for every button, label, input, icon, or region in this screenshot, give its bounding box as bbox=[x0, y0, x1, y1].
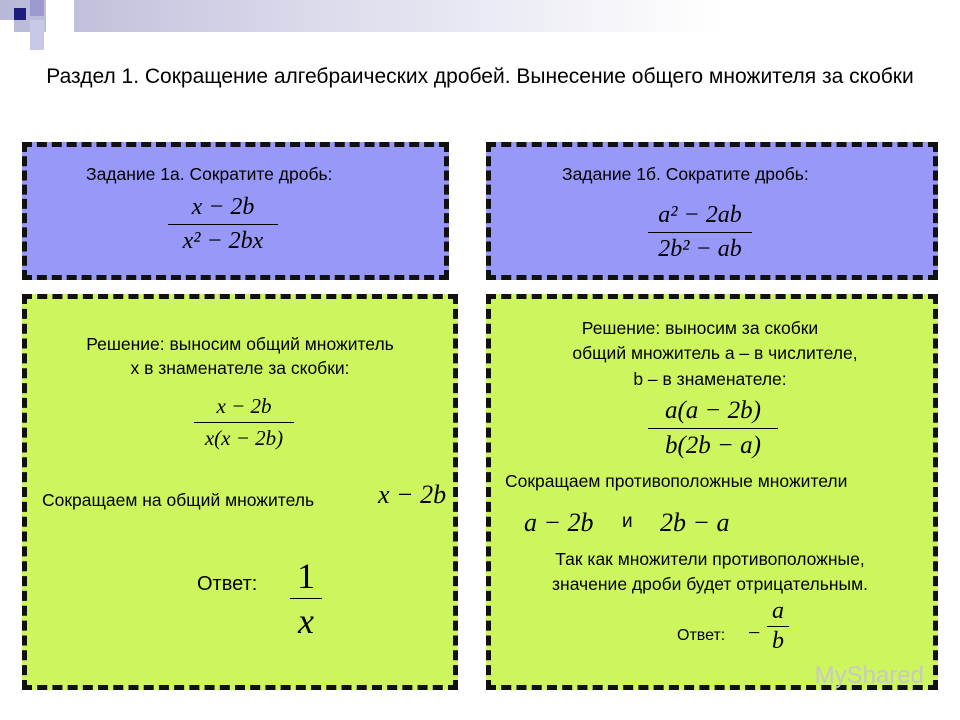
deco-square-white bbox=[46, 0, 74, 32]
solution-b-answer-denominator: b bbox=[772, 628, 784, 654]
task-a-fraction bbox=[168, 194, 278, 255]
solution-b-frac-denominator: b(2b − a) bbox=[664, 432, 762, 459]
solution-b-note-line1: Так как множители противоположные, bbox=[555, 549, 865, 569]
solution-a-answer-fraction bbox=[290, 555, 322, 642]
solution-b-answer-fraction bbox=[767, 598, 789, 655]
deco-square-dark bbox=[14, 8, 26, 20]
header-gradient-bar bbox=[0, 0, 960, 32]
deco-square-mid bbox=[30, 20, 44, 50]
solution-a-reduce-text: Сокращаем на общий множитель bbox=[42, 490, 315, 510]
deco-square-light bbox=[30, 0, 44, 16]
deco-square-light bbox=[0, 20, 14, 34]
solution-b-factor2: 2b − a bbox=[660, 508, 730, 537]
solution-b-answer-numerator: a bbox=[772, 598, 784, 624]
solution-b-line2: общий множитель a – в числителе, bbox=[572, 343, 858, 363]
solution-a-reduce-factor: x − 2b bbox=[378, 480, 447, 509]
solution-a-frac-denominator: x(x − 2b) bbox=[204, 426, 284, 450]
watermark: MyShared bbox=[814, 662, 924, 689]
solution-a-line2: x в знаменателе за скобки: bbox=[130, 358, 350, 378]
task-a-denominator: x² − 2bx bbox=[182, 228, 264, 254]
task-b-numerator: a² − 2ab bbox=[658, 202, 742, 228]
solution-b-fraction bbox=[648, 397, 778, 460]
solution-b-answer-label: Ответ: bbox=[677, 627, 726, 644]
solution-b-opposite-text: Сокращаем противоположные множители bbox=[505, 471, 848, 491]
solution-b-factor1: a − 2b bbox=[524, 508, 594, 537]
solution-b-and: и bbox=[622, 511, 633, 532]
solution-a-answer-label: Ответ: bbox=[197, 573, 258, 595]
task-a-numerator: x − 2b bbox=[191, 194, 255, 220]
task-b-label: Задание 1б. Сократите дробь: bbox=[562, 164, 809, 184]
solution-a-line1: Решение: выносим общий множитель bbox=[86, 334, 394, 354]
solution-b-note-line2: значение дроби будет отрицательным. bbox=[552, 574, 868, 594]
page-title: Раздел 1. Сокращение алгебраических дробей. Вынесение общего множителя за скобки bbox=[46, 65, 914, 88]
solution-b-line1: Решение: выносим за скобки bbox=[581, 318, 819, 338]
task-b-fraction bbox=[648, 202, 752, 263]
task-a-label: Задание 1а. Сократите дробь: bbox=[86, 164, 333, 184]
solution-a-answer-numerator: 1 bbox=[297, 556, 315, 596]
solution-b-answer-sign: − bbox=[748, 620, 761, 645]
solution-a-frac-numerator: x − 2b bbox=[216, 394, 272, 418]
solution-a-answer-denominator: x bbox=[298, 601, 314, 641]
solution-b-line3: b – в знаменателе: bbox=[633, 369, 787, 389]
task-b-denominator: 2b² − ab bbox=[658, 236, 742, 262]
solution-a-fraction bbox=[194, 394, 294, 451]
solution-b-frac-numerator: a(a − 2b) bbox=[664, 397, 762, 424]
